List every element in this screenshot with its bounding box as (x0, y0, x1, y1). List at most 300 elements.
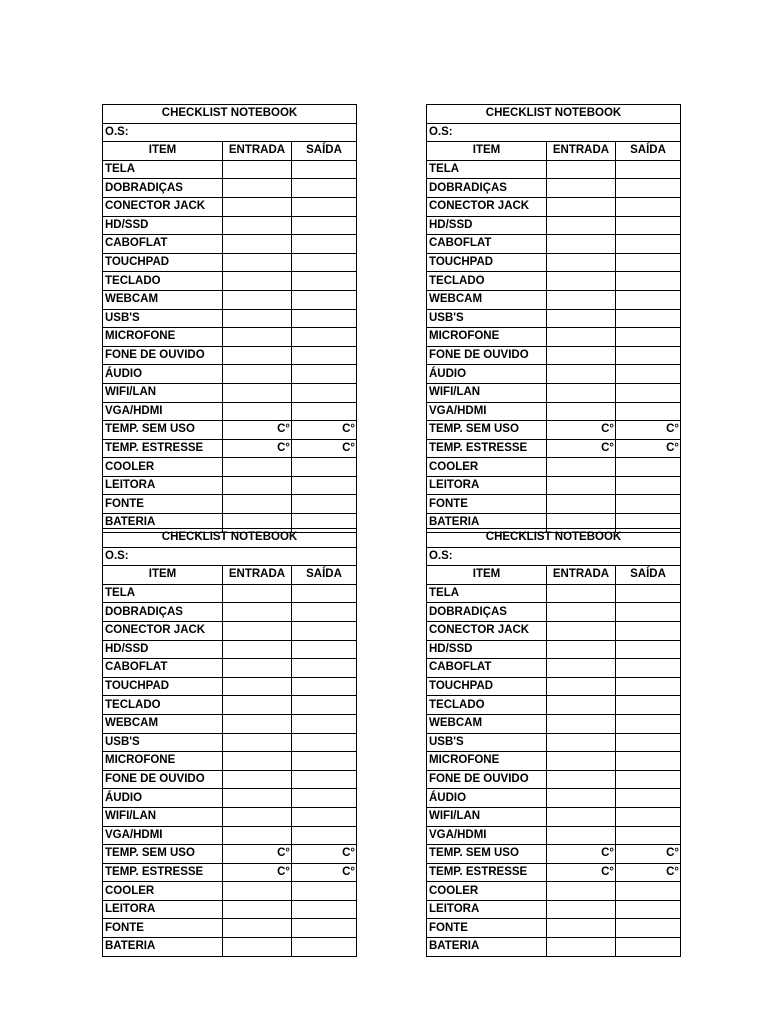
entrada-cell[interactable] (547, 696, 616, 715)
header-entrada: ENTRADA (547, 566, 616, 585)
saida-cell[interactable] (616, 770, 681, 789)
saida-cell[interactable] (616, 826, 681, 845)
saida-cell[interactable]: C° (616, 421, 681, 440)
saida-cell[interactable] (292, 309, 357, 328)
saida-cell[interactable]: C° (292, 863, 357, 882)
entrada-cell[interactable] (547, 216, 616, 235)
item-label: WEBCAM (427, 290, 547, 309)
table-row (103, 160, 357, 179)
saida-cell[interactable] (616, 365, 681, 384)
item-label: TEMP. ESTRESSE (427, 439, 547, 458)
entrada-cell[interactable] (547, 235, 616, 254)
item-label: TECLADO (103, 696, 223, 715)
header-saida: SAÍDA (292, 142, 357, 161)
saida-cell[interactable] (616, 584, 681, 603)
entrada-cell[interactable] (223, 882, 292, 901)
table-row (427, 621, 681, 640)
entrada-cell[interactable] (547, 197, 616, 216)
table-row (103, 807, 357, 826)
table-row (427, 309, 681, 328)
item-label: TELA (427, 584, 547, 603)
os-row (103, 547, 357, 566)
table-row (427, 328, 681, 347)
item-label: VGA/HDMI (103, 402, 223, 421)
item-label: CONECTOR JACK (427, 621, 547, 640)
item-label: ÁUDIO (427, 365, 547, 384)
checklist-sheet-bottom-left (102, 528, 357, 957)
entrada-cell[interactable] (547, 458, 616, 477)
table-row (103, 882, 357, 901)
saida-cell[interactable] (292, 346, 357, 365)
item-label: TEMP. SEM USO (427, 421, 547, 440)
item-label: COOLER (427, 882, 547, 901)
saida-cell[interactable] (292, 160, 357, 179)
os-field[interactable]: O.S: (103, 123, 357, 142)
entrada-cell[interactable] (223, 179, 292, 198)
item-label: WIFI/LAN (103, 807, 223, 826)
item-label: WIFI/LAN (427, 383, 547, 402)
entrada-cell[interactable] (547, 621, 616, 640)
entrada-cell[interactable] (223, 197, 292, 216)
entrada-cell[interactable] (223, 160, 292, 179)
saida-cell[interactable] (292, 919, 357, 938)
table-row (427, 826, 681, 845)
entrada-cell[interactable] (547, 476, 616, 495)
saida-cell[interactable] (616, 696, 681, 715)
entrada-cell[interactable]: C° (223, 845, 292, 864)
item-label: MICROFONE (103, 752, 223, 771)
entrada-cell[interactable] (223, 807, 292, 826)
item-label: TOUCHPAD (427, 253, 547, 272)
item-label: CABOFLAT (427, 235, 547, 254)
checklist-sheet-top-left (102, 104, 357, 533)
saida-cell[interactable]: C° (292, 421, 357, 440)
entrada-cell[interactable] (547, 752, 616, 771)
saida-cell[interactable] (616, 383, 681, 402)
header-saida: SAÍDA (616, 566, 681, 585)
item-label: DOBRADIÇAS (103, 179, 223, 198)
saida-cell[interactable] (616, 476, 681, 495)
table-row (427, 770, 681, 789)
entrada-cell[interactable]: C° (547, 421, 616, 440)
entrada-cell[interactable] (223, 640, 292, 659)
checklist-title: CHECKLIST NOTEBOOK (427, 105, 681, 124)
entrada-cell[interactable] (223, 659, 292, 678)
entrada-cell[interactable]: C° (223, 863, 292, 882)
table-row (103, 696, 357, 715)
table-row (103, 476, 357, 495)
item-label: COOLER (427, 458, 547, 477)
item-label: WIFI/LAN (103, 383, 223, 402)
table-row (103, 789, 357, 808)
os-field[interactable]: O.S: (103, 547, 357, 566)
title-row (103, 105, 357, 124)
table-row (427, 197, 681, 216)
entrada-cell[interactable] (223, 752, 292, 771)
entrada-cell[interactable] (223, 770, 292, 789)
saida-cell[interactable] (292, 365, 357, 384)
checklist-sheet-bottom-right (426, 528, 681, 957)
saida-cell[interactable] (616, 197, 681, 216)
saida-cell[interactable] (292, 216, 357, 235)
entrada-cell[interactable] (223, 938, 292, 957)
entrada-cell[interactable] (547, 584, 616, 603)
saida-cell[interactable] (616, 659, 681, 678)
table-row (103, 272, 357, 291)
saida-cell[interactable] (292, 235, 357, 254)
entrada-cell[interactable] (223, 216, 292, 235)
saida-cell[interactable] (616, 714, 681, 733)
entrada-cell[interactable]: C° (223, 439, 292, 458)
item-label: LEITORA (427, 900, 547, 919)
item-label: TEMP. SEM USO (103, 845, 223, 864)
saida-cell[interactable] (292, 789, 357, 808)
saida-cell[interactable]: C° (292, 845, 357, 864)
entrada-cell[interactable] (223, 309, 292, 328)
table-row (103, 919, 357, 938)
item-label: CONECTOR JACK (427, 197, 547, 216)
table-row (427, 584, 681, 603)
item-label: WEBCAM (427, 714, 547, 733)
table-row (103, 495, 357, 514)
table-row (103, 216, 357, 235)
item-label: BATERIA (427, 938, 547, 957)
item-label: FONE DE OUVIDO (427, 346, 547, 365)
table-row (427, 640, 681, 659)
entrada-cell[interactable] (547, 659, 616, 678)
item-label: COOLER (103, 458, 223, 477)
table-row (103, 290, 357, 309)
entrada-cell[interactable] (223, 495, 292, 514)
table-row (103, 733, 357, 752)
table-row (427, 807, 681, 826)
header-row (103, 566, 357, 585)
entrada-cell[interactable] (223, 365, 292, 384)
table-row (103, 235, 357, 254)
entrada-cell[interactable] (547, 402, 616, 421)
item-label: LEITORA (427, 476, 547, 495)
item-label: FONTE (103, 495, 223, 514)
entrada-cell[interactable] (223, 328, 292, 347)
saida-cell[interactable] (292, 621, 357, 640)
saida-cell[interactable] (292, 328, 357, 347)
item-label: HD/SSD (103, 640, 223, 659)
table-row (103, 383, 357, 402)
entrada-cell[interactable] (547, 733, 616, 752)
item-label: TECLADO (427, 696, 547, 715)
item-label: WEBCAM (103, 290, 223, 309)
entrada-cell[interactable] (547, 770, 616, 789)
item-label: TEMP. ESTRESSE (103, 439, 223, 458)
entrada-cell[interactable] (223, 584, 292, 603)
table-row (103, 621, 357, 640)
header-row (103, 142, 357, 161)
table-row (103, 863, 357, 882)
saida-cell[interactable] (616, 216, 681, 235)
table-row (103, 845, 357, 864)
table-row (427, 476, 681, 495)
entrada-cell[interactable] (547, 807, 616, 826)
entrada-cell[interactable] (223, 272, 292, 291)
table-row (427, 733, 681, 752)
entrada-cell[interactable] (223, 696, 292, 715)
saida-cell[interactable] (292, 603, 357, 622)
entrada-cell[interactable] (547, 603, 616, 622)
table-row (427, 346, 681, 365)
entrada-cell[interactable] (547, 900, 616, 919)
table-row (427, 714, 681, 733)
table-row (103, 603, 357, 622)
item-label: TELA (103, 584, 223, 603)
saida-cell[interactable] (292, 938, 357, 957)
saida-cell[interactable] (616, 733, 681, 752)
entrada-cell[interactable] (223, 677, 292, 696)
saida-cell[interactable]: C° (292, 439, 357, 458)
saida-cell[interactable] (616, 807, 681, 826)
entrada-cell[interactable] (547, 365, 616, 384)
item-label: DOBRADIÇAS (427, 603, 547, 622)
entrada-cell[interactable] (547, 272, 616, 291)
saida-cell[interactable] (292, 495, 357, 514)
os-field[interactable]: O.S: (427, 123, 681, 142)
item-label: FONTE (427, 919, 547, 938)
entrada-cell[interactable] (547, 290, 616, 309)
entrada-cell[interactable] (223, 346, 292, 365)
header-saida: SAÍDA (292, 566, 357, 585)
item-label: ÁUDIO (103, 365, 223, 384)
table-row (103, 402, 357, 421)
header-entrada: ENTRADA (547, 142, 616, 161)
saida-cell[interactable] (616, 677, 681, 696)
entrada-cell[interactable] (223, 290, 292, 309)
table-row (427, 179, 681, 198)
saida-cell[interactable] (616, 882, 681, 901)
entrada-cell[interactable] (547, 383, 616, 402)
saida-cell[interactable] (292, 584, 357, 603)
item-label: FONTE (103, 919, 223, 938)
entrada-cell[interactable] (223, 476, 292, 495)
table-row (427, 216, 681, 235)
table-row (427, 458, 681, 477)
header-saida: SAÍDA (616, 142, 681, 161)
entrada-cell[interactable] (223, 789, 292, 808)
saida-cell[interactable] (292, 770, 357, 789)
entrada-cell[interactable]: C° (547, 439, 616, 458)
saida-cell[interactable] (616, 346, 681, 365)
item-label: TEMP. SEM USO (427, 845, 547, 864)
entrada-cell[interactable] (547, 826, 616, 845)
saida-cell[interactable] (292, 253, 357, 272)
os-field[interactable]: O.S: (427, 547, 681, 566)
title-row (427, 105, 681, 124)
item-label: TELA (427, 160, 547, 179)
table-row (103, 584, 357, 603)
entrada-cell[interactable] (547, 640, 616, 659)
item-label: FONTE (427, 495, 547, 514)
saida-cell[interactable] (292, 696, 357, 715)
entrada-cell[interactable] (547, 160, 616, 179)
entrada-cell[interactable] (223, 621, 292, 640)
table-row (427, 603, 681, 622)
saida-cell[interactable] (616, 235, 681, 254)
table-row (103, 458, 357, 477)
entrada-cell[interactable] (547, 677, 616, 696)
header-row (427, 566, 681, 585)
saida-cell[interactable] (292, 714, 357, 733)
saida-cell[interactable] (616, 458, 681, 477)
saida-cell[interactable] (616, 402, 681, 421)
saida-cell[interactable] (292, 752, 357, 771)
item-label: MICROFONE (103, 328, 223, 347)
saida-cell[interactable] (616, 938, 681, 957)
entrada-cell[interactable] (547, 789, 616, 808)
table-row (427, 659, 681, 678)
item-label: TEMP. SEM USO (103, 421, 223, 440)
entrada-cell[interactable] (547, 253, 616, 272)
table-row (103, 659, 357, 678)
saida-cell[interactable] (616, 640, 681, 659)
saida-cell[interactable] (616, 919, 681, 938)
saida-cell[interactable] (292, 383, 357, 402)
entrada-cell[interactable]: C° (547, 863, 616, 882)
saida-cell[interactable] (616, 621, 681, 640)
item-label: WIFI/LAN (427, 807, 547, 826)
entrada-cell[interactable]: C° (547, 845, 616, 864)
os-row (427, 547, 681, 566)
entrada-cell[interactable] (547, 346, 616, 365)
table-row (427, 253, 681, 272)
saida-cell[interactable]: C° (616, 439, 681, 458)
item-label: TOUCHPAD (427, 677, 547, 696)
saida-cell[interactable] (616, 253, 681, 272)
saida-cell[interactable] (292, 290, 357, 309)
saida-cell[interactable] (292, 826, 357, 845)
item-label: CONECTOR JACK (103, 197, 223, 216)
entrada-cell[interactable] (223, 919, 292, 938)
saida-cell[interactable]: C° (616, 863, 681, 882)
entrada-cell[interactable] (547, 309, 616, 328)
saida-cell[interactable] (616, 495, 681, 514)
table-row (427, 789, 681, 808)
item-label: BATERIA (103, 514, 223, 533)
saida-cell[interactable] (292, 458, 357, 477)
table-row (427, 421, 681, 440)
saida-cell[interactable] (616, 900, 681, 919)
table-row (427, 696, 681, 715)
table-row (427, 160, 681, 179)
table-row (427, 863, 681, 882)
item-label: USB'S (103, 733, 223, 752)
entrada-cell[interactable] (547, 714, 616, 733)
saida-cell[interactable]: C° (616, 845, 681, 864)
table-row (103, 346, 357, 365)
table-row (103, 900, 357, 919)
saida-cell[interactable] (616, 309, 681, 328)
entrada-cell[interactable] (223, 235, 292, 254)
saida-cell[interactable] (292, 197, 357, 216)
checklist-title: CHECKLIST NOTEBOOK (427, 529, 681, 548)
item-label: ÁUDIO (103, 789, 223, 808)
saida-cell[interactable] (616, 160, 681, 179)
table-row (103, 365, 357, 384)
saida-cell[interactable] (616, 328, 681, 347)
entrada-cell[interactable] (547, 882, 616, 901)
saida-cell[interactable] (292, 677, 357, 696)
entrada-cell[interactable] (223, 714, 292, 733)
os-row (103, 123, 357, 142)
entrada-cell[interactable] (223, 402, 292, 421)
os-row (427, 123, 681, 142)
item-label: TOUCHPAD (103, 253, 223, 272)
entrada-cell[interactable] (547, 179, 616, 198)
entrada-cell[interactable] (223, 603, 292, 622)
saida-cell[interactable] (292, 272, 357, 291)
item-label: CABOFLAT (427, 659, 547, 678)
entrada-cell[interactable] (547, 919, 616, 938)
entrada-cell[interactable] (223, 900, 292, 919)
item-label: TEMP. ESTRESSE (103, 863, 223, 882)
table-row (103, 770, 357, 789)
item-label: MICROFONE (427, 752, 547, 771)
saida-cell[interactable] (292, 900, 357, 919)
saida-cell[interactable] (292, 733, 357, 752)
entrada-cell[interactable] (223, 383, 292, 402)
item-label: DOBRADIÇAS (103, 603, 223, 622)
saida-cell[interactable] (292, 882, 357, 901)
item-label: HD/SSD (427, 216, 547, 235)
entrada-cell[interactable] (547, 328, 616, 347)
saida-cell[interactable] (292, 179, 357, 198)
table-row (427, 272, 681, 291)
saida-cell[interactable] (616, 752, 681, 771)
saida-cell[interactable] (616, 603, 681, 622)
saida-cell[interactable] (292, 659, 357, 678)
saida-cell[interactable] (292, 402, 357, 421)
entrada-cell[interactable] (223, 733, 292, 752)
entrada-cell[interactable] (223, 253, 292, 272)
saida-cell[interactable] (616, 290, 681, 309)
entrada-cell[interactable] (547, 938, 616, 957)
entrada-cell[interactable] (223, 458, 292, 477)
table-row (427, 938, 681, 957)
saida-cell[interactable] (616, 272, 681, 291)
item-label: VGA/HDMI (427, 402, 547, 421)
saida-cell[interactable] (292, 807, 357, 826)
saida-cell[interactable] (616, 179, 681, 198)
table-row (427, 752, 681, 771)
header-entrada: ENTRADA (223, 566, 292, 585)
entrada-cell[interactable]: C° (223, 421, 292, 440)
saida-cell[interactable] (292, 640, 357, 659)
entrada-cell[interactable] (223, 826, 292, 845)
table-row (427, 402, 681, 421)
saida-cell[interactable] (292, 476, 357, 495)
table-row (427, 900, 681, 919)
item-label: VGA/HDMI (103, 826, 223, 845)
item-label: HD/SSD (427, 640, 547, 659)
item-label: ÁUDIO (427, 789, 547, 808)
saida-cell[interactable] (616, 789, 681, 808)
table-row (427, 845, 681, 864)
table-row (427, 383, 681, 402)
table-row (427, 919, 681, 938)
checklist-title: CHECKLIST NOTEBOOK (103, 529, 357, 548)
table-row (103, 328, 357, 347)
table-row (103, 938, 357, 957)
item-label: LEITORA (103, 900, 223, 919)
item-label: USB'S (427, 309, 547, 328)
entrada-cell[interactable] (547, 495, 616, 514)
